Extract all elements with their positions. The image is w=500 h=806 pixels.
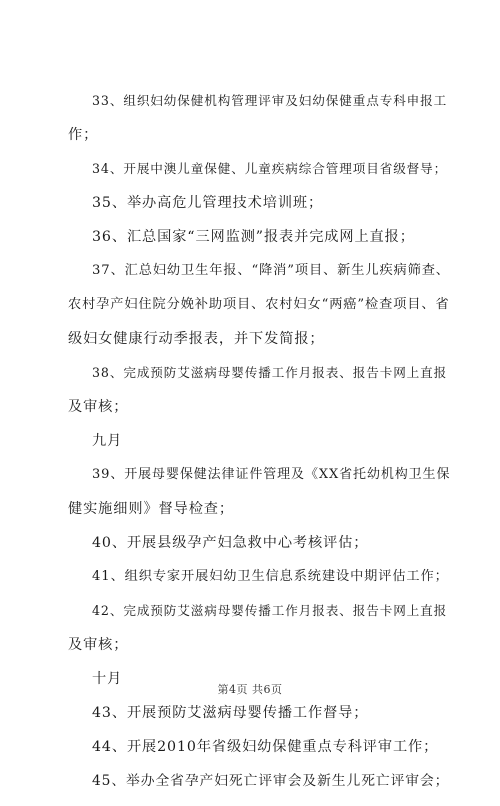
item-37-line-2: 农村孕产妇住院分娩补助项目、农村妇女“两癌”检查项目、省 <box>68 297 450 312</box>
item-40: 40、开展县级孕产妇急救中心考核评估； <box>92 535 369 551</box>
item-42-line-1: 42、完成预防艾滋病母婴传播工作月报表、报告卡网上直报 <box>92 603 448 618</box>
item-38-line-2: 及审核； <box>68 399 129 415</box>
item-42-line-2: 及审核； <box>68 637 129 653</box>
page-number-footer: 第4页 共6页 <box>217 683 283 696</box>
item-33-line-1: 33、组织妇幼保健机构管理评审及妇幼保健重点专科申报工 <box>92 93 448 108</box>
item-35: 35、举办高危儿管理技术培训班； <box>92 195 324 211</box>
item-39-line-2: 健实施细则》督导检查； <box>68 501 234 517</box>
item-33-line-2: 作； <box>68 127 99 143</box>
item-37-line-1: 37、汇总妇幼卫生年报、“降消”项目、新生儿疾病筛查、 <box>92 263 450 278</box>
item-38-line-1: 38、完成预防艾滋病母婴传播工作月报表、报告卡网上直报 <box>92 365 448 380</box>
item-41: 41、组织专家开展妇幼卫生信息系统建设中期评估工作； <box>92 569 449 584</box>
month-heading-september: 九月 <box>92 433 123 449</box>
document-body <box>68 92 452 806</box>
item-45: 45、举办全省孕产妇死亡评审会及新生儿死亡评审会； <box>92 773 450 789</box>
item-39-line-1: 39、开展母婴保健法律证件管理及《XX省托幼机构卫生保 <box>92 467 451 482</box>
item-34: 34、开展中澳儿童保健、儿童疾病综合管理项目省级督导； <box>92 161 448 176</box>
item-43: 43、开展预防艾滋病母婴传播工作督导； <box>92 705 369 721</box>
item-37-line-3: 级妇女健康行动季报表，并下发简报； <box>68 331 325 347</box>
item-36: 36、汇总国家“三网监测”报表并完成网上直报； <box>92 229 415 245</box>
month-heading-october: 十月 <box>92 671 123 687</box>
item-44: 44、开展2010年省级妇幼保健重点专科评审工作； <box>92 739 439 755</box>
